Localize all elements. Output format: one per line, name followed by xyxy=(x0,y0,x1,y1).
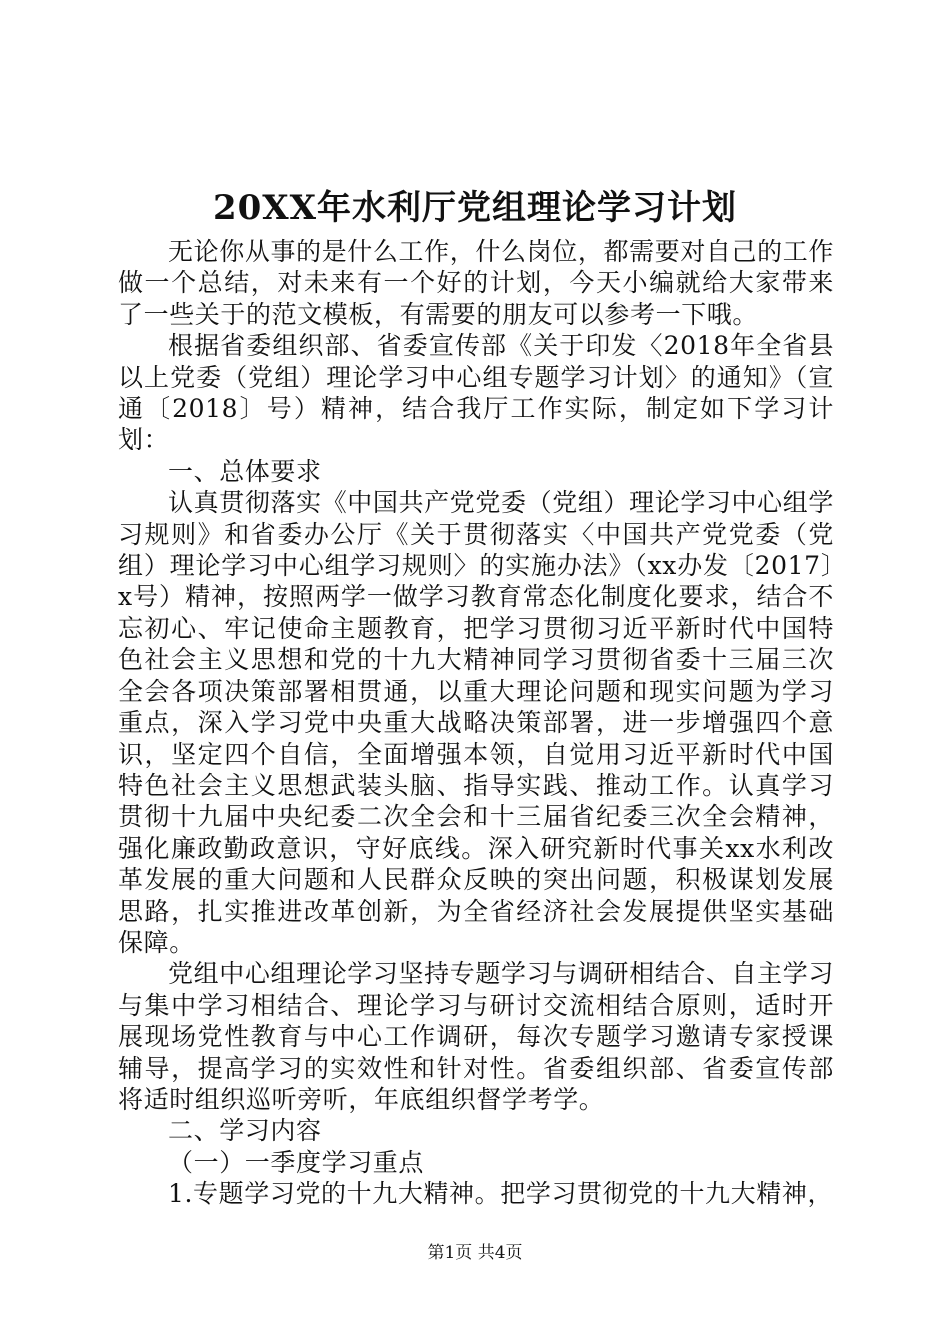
document-title: 20XX年水利厅党组理论学习计划 xyxy=(212,188,738,228)
intro-paragraph: 无论你从事的是什么工作，什么岗位，都需要对自己的工作做一个总结，对未来有一个好的计划，今天小编就给大家带来了一些关于的范文模板，有需要的朋友可以参考一下哦。 xyxy=(118,237,834,329)
item-paragraph-1: 1.专题学习党的十九大精神。把学习贯彻党的十九大精神， xyxy=(168,1179,834,1209)
general-requirements-paragraph: 认真贯彻落实《中国共产党党委（党组）理论学习中心组学习规则》和省委办公厅《关于贯彻落实〈中国共产党党委（党组）理论学习中心组学习规则〉的实施办法》（xx办发〔2017〕x号）精神，按照两学一做学习教育常态化制度化要求，结合不忘初心、牢记使命主题教育，把学习贯彻习近平新时代中国特色社会主义思想和党的十九大精神同学习贯彻省委十三届三次全会各项决策部署相贯通，以重大理论问题和现实问题为学习重点，深入学习党中央重大战略决策部署，进一步增强四个意识，坚定四个自信，全面增强本领，自觉用习近平新时代中国特色社会主义思想武装头脑、指导实践、推动工作。认真学习贯彻十九届中央纪委二次全会和十三届省纪委三次全会精神，强化廉政勤政意识，守好底线。深入研究新时代事关xx水利改革发展的重大问题和人民群众反映的突出问题，积极谋划发展思路，扎实推进改革创新，为全省经济社会发展提供坚实基础保障。 xyxy=(118,488,834,957)
section-heading-general-requirements: 一、总体要求 xyxy=(168,456,322,486)
study-principles-paragraph: 党组中心组理论学习坚持专题学习与调研相结合、自主学习与集中学习相结合、理论学习与研讨交流相结合原则，适时开展现场党性教育与中心工作调研，每次专题学习邀请专家授课辅导，提高学习的实效性和针对性。省委组织部、省委宣传部将适时组织巡听旁听，年底组织督学考学。 xyxy=(118,959,834,1114)
basis-paragraph: 根据省委组织部、省委宣传部《关于印发〈2018年全省县以上党委（党组）理论学习中心组专题学习计划〉的通知》（宣通〔2018〕号）精神，结合我厅工作实际，制定如下学习计划： xyxy=(118,331,834,455)
section-heading-study-content: 二、学习内容 xyxy=(168,1116,322,1146)
page-number-footer: 第1页 共4页 xyxy=(427,1243,523,1263)
subsection-heading-q1: （一）一季度学习重点 xyxy=(168,1147,425,1177)
document-body xyxy=(118,236,834,1210)
